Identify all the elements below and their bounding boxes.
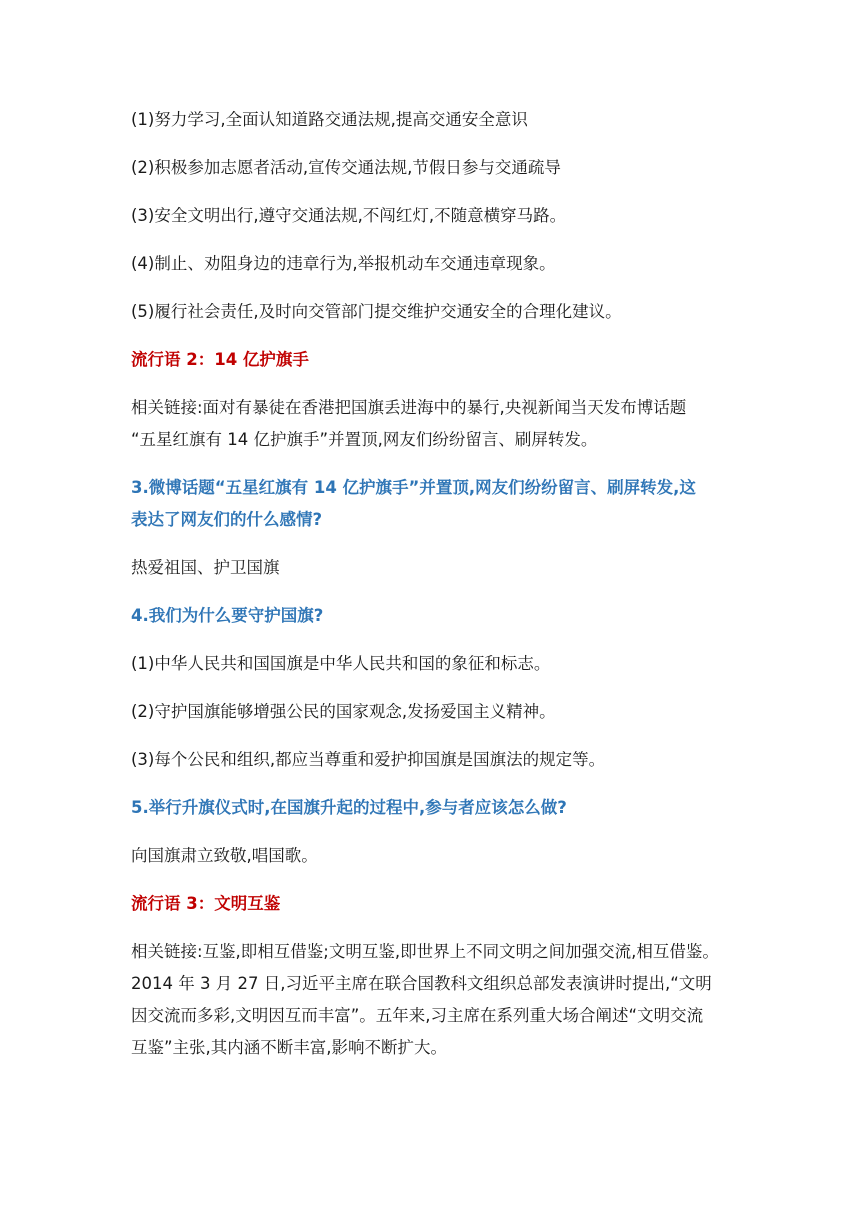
- answer-3: 热爱祖国、护卫国旗: [131, 558, 280, 577]
- list-item: (3)每个公民和组织,都应当尊重和爱护抑国旗是国旗法的规定等。: [131, 750, 606, 769]
- paragraph-line: 因交流而多彩,文明因互而丰富”。五年来,习主席在系列重大场合阐述“文明交流: [131, 1006, 704, 1025]
- question-line: 3.微博话题“五星红旗有 14 亿护旗手”并置顶,网友们纷纷留言、刷屏转发,这: [131, 478, 696, 497]
- list-item: (1)中华人民共和国国旗是中华人民共和国的象征和标志。: [131, 654, 551, 673]
- list-item: (5)履行社会责任,及时向交管部门提交维护交通安全的合理化建议。: [131, 302, 622, 321]
- answer-5: 向国旗肃立致敬,唱国歌。: [131, 846, 318, 865]
- list-item: (1)努力学习,全面认知道路交通法规,提高交通安全意识: [131, 110, 528, 129]
- section-heading-2: 流行语 2：14 亿护旗手: [131, 350, 309, 369]
- list-item: (2)积极参加志愿者活动,宣传交通法规,节假日参与交通疏导: [131, 158, 561, 177]
- question-4: 4.我们为什么要守护国旗?: [131, 606, 324, 625]
- paragraph-line: 2014 年 3 月 27 日,习近平主席在联合国教科文组织总部发表演讲时提出,“文明: [131, 974, 712, 993]
- paragraph-line: 相关链接:面对有暴徒在香港把国旗丢进海中的暴行,央视新闻当天发布博话题: [131, 398, 687, 417]
- question-line: 表达了网友们的什么感情?: [131, 510, 323, 529]
- related-link-paragraph-2: [131, 392, 731, 456]
- paragraph-line: 互鉴”主张,其内涵不断丰富,影响不断扩大。: [131, 1038, 448, 1057]
- section-heading-3: 流行语 3：文明互鉴: [131, 894, 281, 913]
- paragraph-line: “五星红旗有 14 亿护旗手”并置顶,网友们纷纷留言、刷屏转发。: [131, 430, 598, 449]
- question-3: [131, 472, 731, 536]
- question-5: 5.举行升旗仪式时,在国旗升起的过程中,参与者应该怎么做?: [131, 798, 567, 817]
- document-content: [131, 104, 731, 1080]
- paragraph-line: 相关链接:互鉴,即相互借鉴;文明互鉴,即世界上不同文明之间加强交流,相互借鉴。: [131, 942, 719, 961]
- list-item: (3)安全文明出行,遵守交通法规,不闯红灯,不随意横穿马路。: [131, 206, 567, 225]
- list-item: (2)守护国旗能够增强公民的国家观念,发扬爱国主义精神。: [131, 702, 556, 721]
- list-item: (4)制止、劝阻身边的违章行为,举报机动车交通违章现象。: [131, 254, 556, 273]
- related-link-paragraph-3: [131, 936, 731, 1064]
